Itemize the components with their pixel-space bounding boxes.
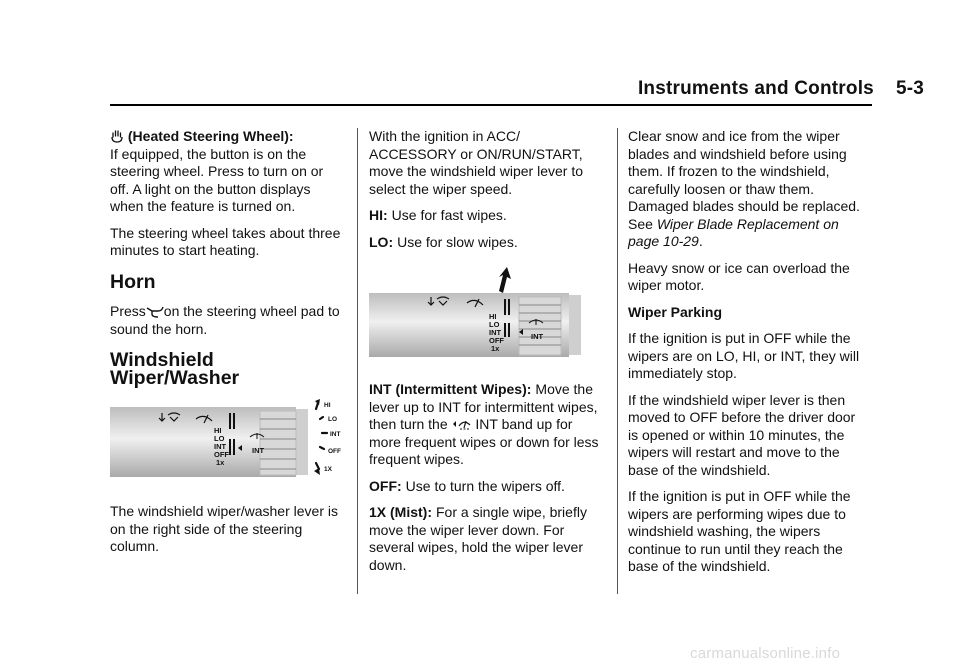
- position-callout: LO: [328, 416, 338, 423]
- hi-item: HI: Use for fast wipes.: [369, 207, 507, 223]
- column-3: [628, 128, 868, 585]
- column-divider: [357, 128, 358, 594]
- lever-label: 1x: [216, 458, 225, 467]
- position-callout: HI: [324, 402, 331, 409]
- lever-label: OFF: [214, 450, 229, 459]
- page-header: [638, 78, 924, 100]
- cross-reference: Wiper Blade Replacement on page 10-29: [628, 215, 839, 249]
- lever-label: OFF: [489, 336, 504, 345]
- position-callout: OFF: [328, 448, 341, 455]
- parking-paragraph: If the ignition is put in OFF while the wipers are performing wipes due to windshield washing, the wipers continue to run until they reach the base of the windshield.: [628, 488, 851, 574]
- wiper-intro: With the ignition in ACC/ ACCESSORY or ON/RUN/START, move the windshield wiper lever to select the wiper speed.: [369, 128, 583, 197]
- mist-item: 1X (Mist): For a single wipe, briefly move the wiper lever down. For several wipes, hold the wiper lever down.: [369, 504, 587, 573]
- heated-wheel-title: (Heated Steering Wheel):: [127, 128, 294, 144]
- wiper-lever-figure: [110, 399, 346, 489]
- int-band-label: INT: [252, 446, 265, 455]
- horn-paragraph: Press on the steering wheel pad to sound the horn.: [110, 303, 340, 337]
- wiper-lever-closeup-figure: [369, 267, 605, 367]
- parking-paragraph: If the ignition is put in OFF while the wipers are on LO, HI, or INT, they will immediately stop.: [628, 330, 860, 381]
- column-2: [369, 128, 605, 583]
- parking-heading: Wiper Parking: [628, 303, 723, 320]
- int-band-label: INT: [531, 332, 544, 341]
- parking-paragraph: If the windshield wiper lever is then moved to OFF before the driver door is opened or within 10 minutes, the wipers will restart and move to the base of the windshield.: [628, 391, 856, 478]
- lever-label: INT: [489, 328, 502, 337]
- column-1: [110, 128, 346, 565]
- column-divider: [617, 128, 618, 594]
- lever-label: INT: [214, 442, 227, 451]
- wiper-int-icon: [452, 417, 472, 431]
- horn-icon: [146, 306, 164, 318]
- lever-label: HI: [489, 312, 497, 321]
- heated-wheel-paragraph: [110, 128, 346, 216]
- lever-label: 1x: [491, 344, 500, 353]
- int-item: INT (Intermittent Wipes): Move the lever up to INT for intermittent wipes, then turn the INT band up for more frequent wipes or down for less frequent wipes.: [369, 381, 599, 467]
- horn-heading: Horn: [110, 270, 156, 293]
- heated-wheel-time: The steering wheel takes about three minutes to start heating.: [110, 224, 341, 258]
- wiper-location: The windshield wiper/washer lever is on the right side of the steering column.: [110, 503, 338, 554]
- lever-label: HI: [214, 426, 222, 435]
- heated-wheel-icon: [110, 128, 124, 143]
- lo-item: LO: Use for slow wipes.: [369, 233, 518, 250]
- page-number: 5-3: [895, 78, 924, 99]
- off-item: OFF: Use to turn the wipers off.: [369, 477, 565, 494]
- watermark: carmanualsonline.info: [690, 645, 841, 662]
- header-rule: [110, 104, 872, 106]
- lever-label: LO: [489, 320, 500, 329]
- position-callout: 1X: [324, 466, 332, 473]
- position-callout: INT: [330, 431, 341, 438]
- snow-paragraph: Clear snow and ice from the wiper blades and windshield before using them. If frozen to the windshield, carefully loosen or thaw them. Damaged blades should be replaced. See Wiper Blade Replacement on page 10-29.: [628, 128, 860, 249]
- section-title: Instruments and Controls: [637, 78, 874, 99]
- heated-wheel-text: If equipped, the button is on the steering wheel. Press to turn on or off. A light on the button displays when the feature is turned on.: [110, 145, 324, 214]
- lever-label: LO: [214, 434, 225, 443]
- motor-paragraph: Heavy snow or ice can overload the wiper motor.: [628, 259, 850, 293]
- wiper-heading: Windshield Wiper/Washer: [110, 349, 240, 389]
